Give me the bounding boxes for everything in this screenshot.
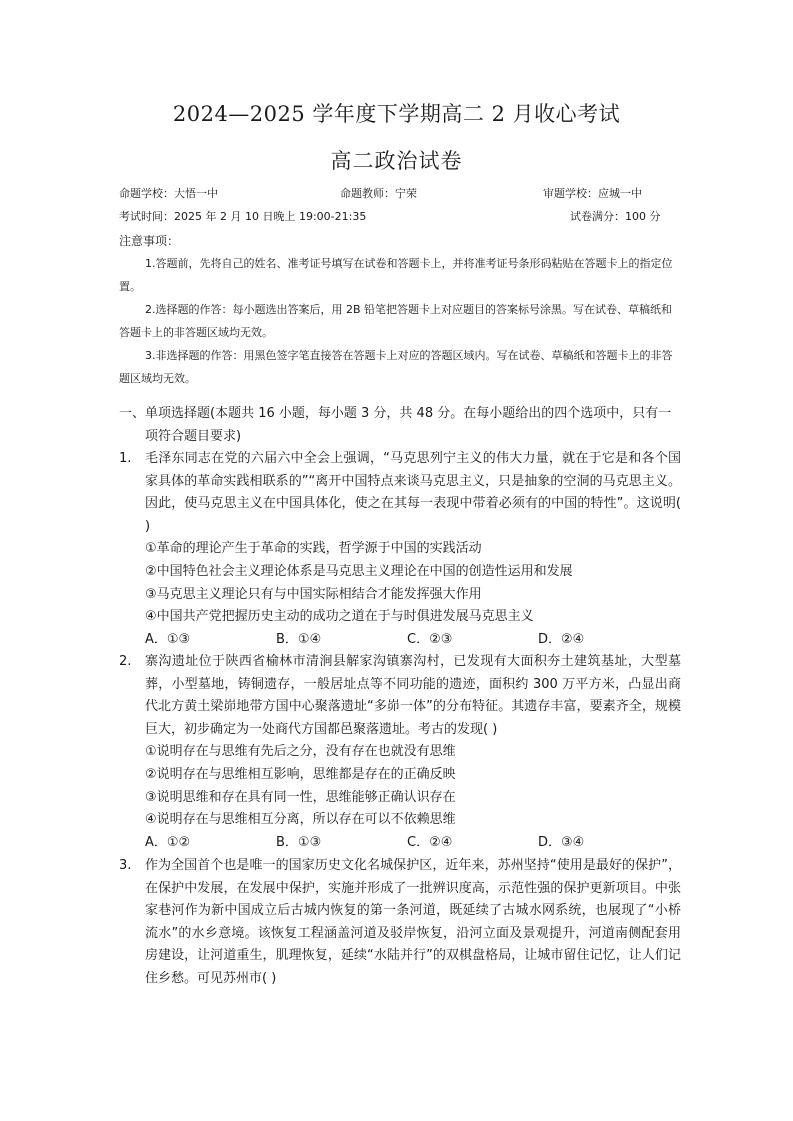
answer-choices — [145, 832, 681, 855]
question-number: 2. — [119, 654, 132, 669]
question-2 — [119, 651, 681, 854]
exam-subtitle: 高二政治试卷 — [330, 149, 463, 173]
choice-a: A．①③ — [145, 631, 191, 647]
exam-title: 2024—2025 学年度下学期高二 2 月收心考试 — [172, 102, 621, 126]
question-stem: 毛泽东同志在党的六届六中全会上强调，“马克思列宁主义的伟大力量，就在于它是和各个国家具体的革命实践相联系的”“离开中国特点来谈马克思主义，只是抽象的空洞的马克思主义。因此，使马克思主义在中国具体化，使之在其每一表现中带着必须有的中国的特性”。这说明( ) — [145, 451, 681, 534]
full-score: 试卷满分：100 分 — [570, 210, 661, 223]
question-3 — [119, 855, 681, 991]
school-info: 命题学校：大悟一中 — [119, 187, 218, 200]
statement: ②中国特色社会主义理论体系是马克思主义理论在中国的创造性运用和发展 — [145, 563, 573, 579]
notice-item — [119, 298, 679, 344]
notice-item — [119, 252, 679, 298]
choice-d: D．③④ — [538, 834, 585, 850]
choice-b: B．①④ — [276, 631, 322, 647]
statement: ①说明存在与思维有先后之分，没有存在也就没有思维 — [145, 744, 456, 760]
choice-b: B．①③ — [276, 834, 322, 850]
statement: ①革命的理论产生于革命的实践，哲学源于中国的实践活动 — [145, 541, 482, 557]
choice-d: D．②④ — [538, 631, 585, 647]
review-info: 审题学校：应城一中 — [543, 187, 642, 200]
statement: ④中国共产党把握历史主动的成功之道在于与时俱进发展马克思主义 — [145, 609, 534, 625]
question-number: 3. — [119, 858, 132, 873]
choice-c: C．②③ — [407, 631, 453, 647]
question-1 — [119, 448, 681, 651]
statement: ③马克思主义理论只有与中国实际相结合才能发挥强大作用 — [145, 586, 482, 602]
statement: ④说明存在与思维相互分离，所以存在可以不依赖思维 — [145, 812, 456, 828]
notice-item — [119, 344, 679, 390]
answer-choices — [145, 629, 681, 652]
section-line: 项符合题目要求) — [145, 429, 242, 444]
choice-a: A．①② — [145, 834, 191, 850]
notice-heading: 注意事项： — [119, 234, 180, 248]
section-heading — [119, 402, 681, 448]
question-number: 1. — [119, 451, 132, 466]
teacher-info: 命题教师：宁荣 — [340, 187, 417, 200]
statement: ③说明思维和存在具有同一性，思维能够正确认识存在 — [145, 789, 456, 805]
notice-text: 2.选择题的作答：每小题选出答案后，用 2B 铅笔把答题卡上对应题目的答案标号涂黑。写在试卷、草稿纸和答题卡上的非答题区域均无效。 — [119, 303, 673, 339]
statement: ②说明存在与思维相互影响，思维都是存在的正确反映 — [145, 766, 456, 782]
notice-text: 1.答题前，先将自己的姓名、准考证号填写在试卷和答题卡上，并将准考证号条形码粘贴在答题卡上的指定位置。 — [119, 257, 673, 293]
section-line: 一、单项选择题(本题共 16 小题，每小题 3 分，共 48 分。在每小题给出的四个选项中，只有一 — [119, 406, 672, 421]
exam-time: 考试时间：2025 年 2 月 10 日晚上 19:00-21:35 — [119, 210, 367, 223]
choice-c: C．②④ — [407, 834, 453, 850]
notice-text: 3.非选择题的作答：用黑色签字笔直接答在答题卡上对应的答题区域内。写在试卷、草稿纸和答题卡上的非答题区域均无效。 — [119, 349, 673, 385]
question-stem: 作为全国首个也是唯一的国家历史文化名城保护区，近年来，苏州坚持“使用是最好的保护”，在保护中发展，在发展中保护，实施并形成了一批辨识度高，示范性强的保护更新项目。中张家巷河作为新中国成立后古城内恢复的第一条河道，既延续了古城水网系统，也展现了“小桥流水”的水乡意境。该恢复工程涵盖河道及驳岸恢复，沿河立面及景观提升，河道南侧配套用房建设，让河道重生，肌理恢复，延续“水陆并行”的双棋盘格局，让城市留住记忆，让人们记住乡愁。可见苏州市( ) — [145, 858, 681, 986]
question-stem: 寨沟遗址位于陕西省榆林市清涧县解家沟镇寨沟村，已发现有大面积夯土建筑基址，大型墓葬，小型墓地，铸铜遗存，一般居址点等不同功能的遗迹，面积约 300 万平方米，凸显出商代北方黄土梁峁地带方国中心聚落遗址“多峁一体”的分布特征。其遗存丰富，要素齐全，规模巨大，初步确定为一处商代方国都邑聚落遗址。考古的发现( ) — [145, 654, 681, 737]
